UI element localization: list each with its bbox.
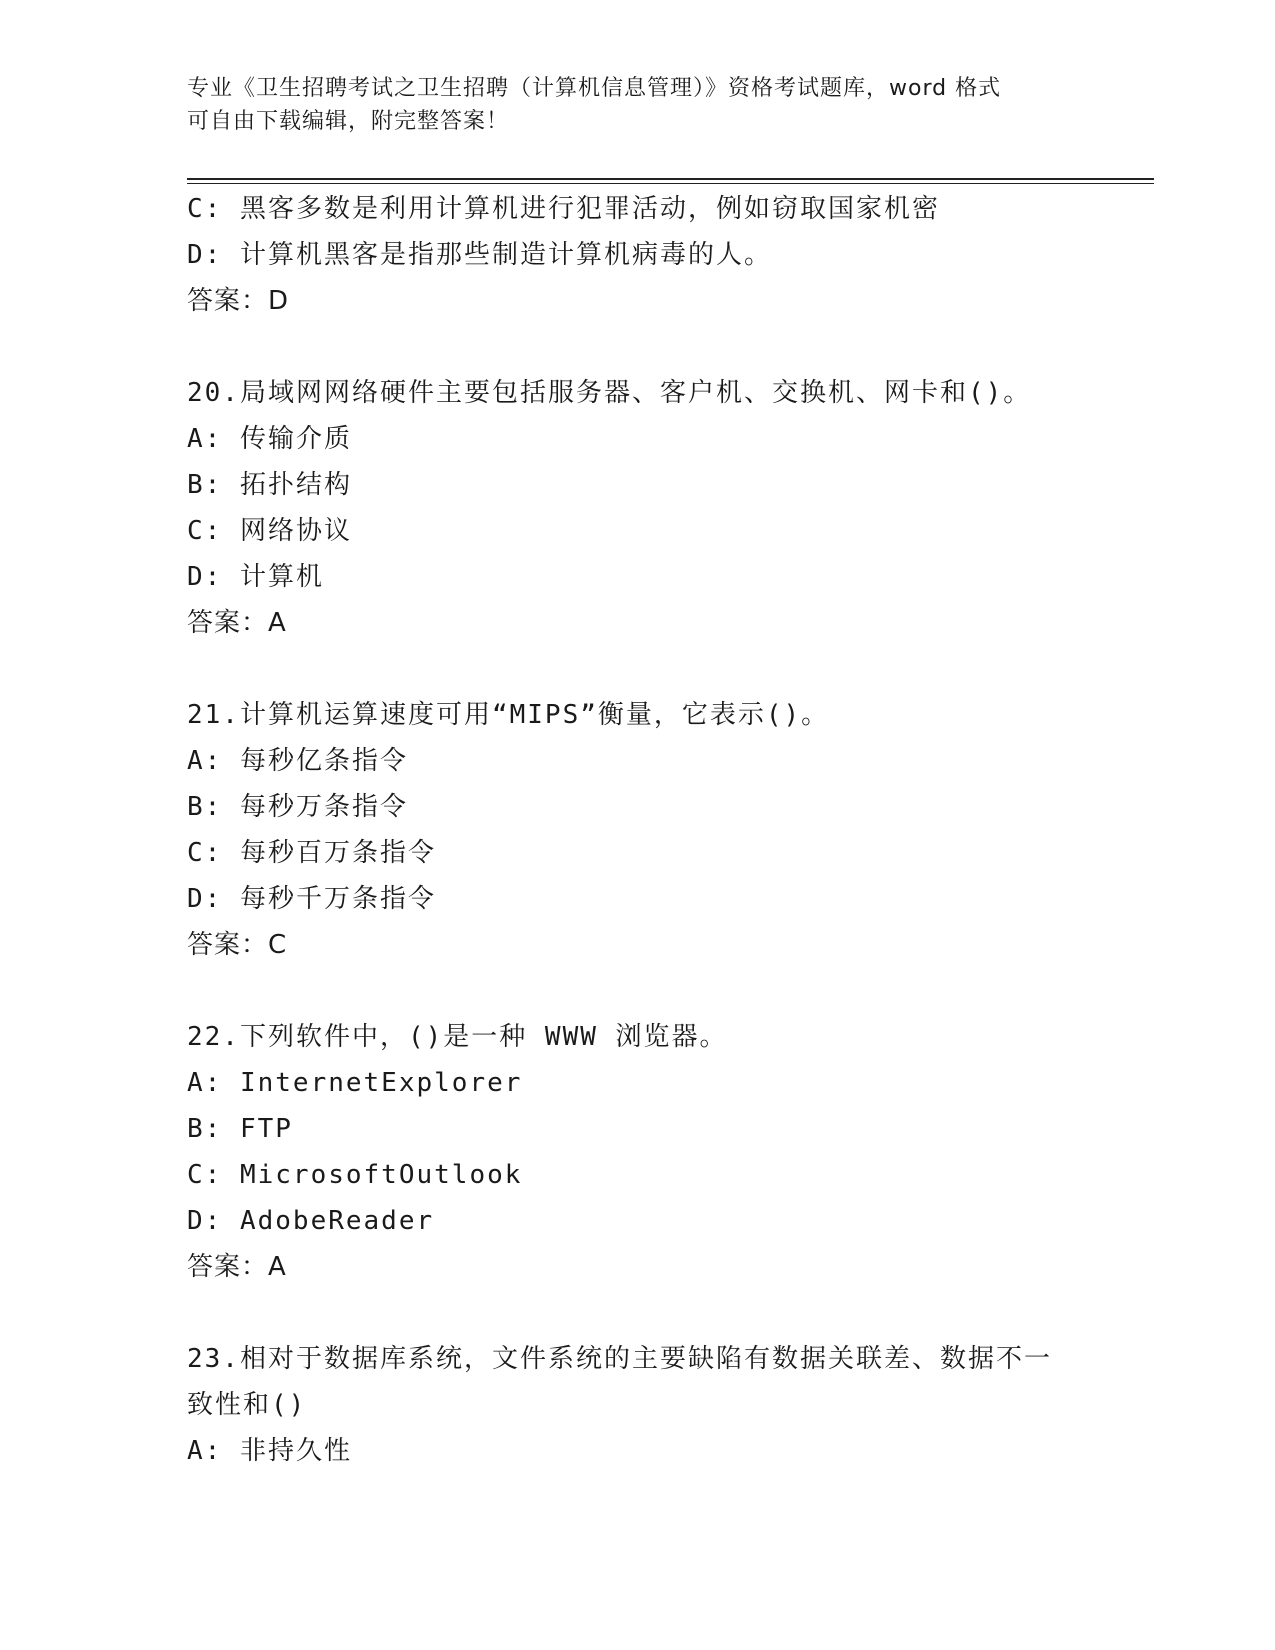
option-a: A: 非持久性 [187, 1436, 352, 1466]
option-c: C: 每秒百万条指令 [187, 838, 436, 868]
question-block-23 [187, 1336, 1167, 1474]
option-b: B: 每秒万条指令 [187, 792, 408, 822]
option-d: D: 计算机 [187, 562, 324, 592]
document-header [187, 72, 1087, 138]
question-text: 20.局域网网络硬件主要包括服务器、客户机、交换机、网卡和()。 [187, 378, 1032, 408]
question-block-21 [187, 692, 1167, 968]
option-d: D: 计算机黑客是指那些制造计算机病毒的人。 [187, 240, 772, 270]
spacer [187, 324, 1167, 370]
header-divider-thick [187, 178, 1154, 180]
answer-line: 答案：D [187, 286, 290, 316]
option-a: A: InternetExplorer [187, 1068, 523, 1098]
answer-line: 答案：A [187, 608, 287, 638]
spacer [187, 1290, 1167, 1336]
question-block-22 [187, 1014, 1167, 1290]
option-b: B: 拓扑结构 [187, 470, 352, 500]
spacer [187, 646, 1167, 692]
option-c: C: 黑客多数是利用计算机进行犯罪活动，例如窃取国家机密 [187, 194, 940, 224]
option-a: A: 传输介质 [187, 424, 352, 454]
spacer [187, 968, 1167, 1014]
question-text: 22.下列软件中，()是一种 WWW 浏览器。 [187, 1022, 728, 1052]
option-d: D: 每秒千万条指令 [187, 884, 436, 914]
question-block-20 [187, 370, 1167, 646]
option-c: C: MicrosoftOutlook [187, 1160, 523, 1190]
question-list [187, 186, 1167, 1474]
option-b: B: FTP [187, 1114, 293, 1144]
header-divider-thin [187, 183, 1154, 184]
answer-line: 答案：C [187, 930, 288, 960]
option-c: C: 网络协议 [187, 516, 352, 546]
option-a: A: 每秒亿条指令 [187, 746, 408, 776]
answer-line: 答案：A [187, 1252, 287, 1282]
question-text-line-2: 致性和() [187, 1390, 307, 1420]
header-line-2: 可自由下载编辑，附完整答案！ [187, 109, 510, 134]
header-line-1: 专业《卫生招聘考试之卫生招聘（计算机信息管理）》资格考试题库，word 格式 [187, 76, 1002, 101]
question-text-line-1: 23.相对于数据库系统，文件系统的主要缺陷有数据关联差、数据不一 [187, 1344, 1052, 1374]
question-block-19 [187, 186, 1167, 324]
question-text: 21.计算机运算速度可用“MIPS”衡量，它表示()。 [187, 700, 830, 730]
option-d: D: AdobeReader [187, 1206, 435, 1236]
